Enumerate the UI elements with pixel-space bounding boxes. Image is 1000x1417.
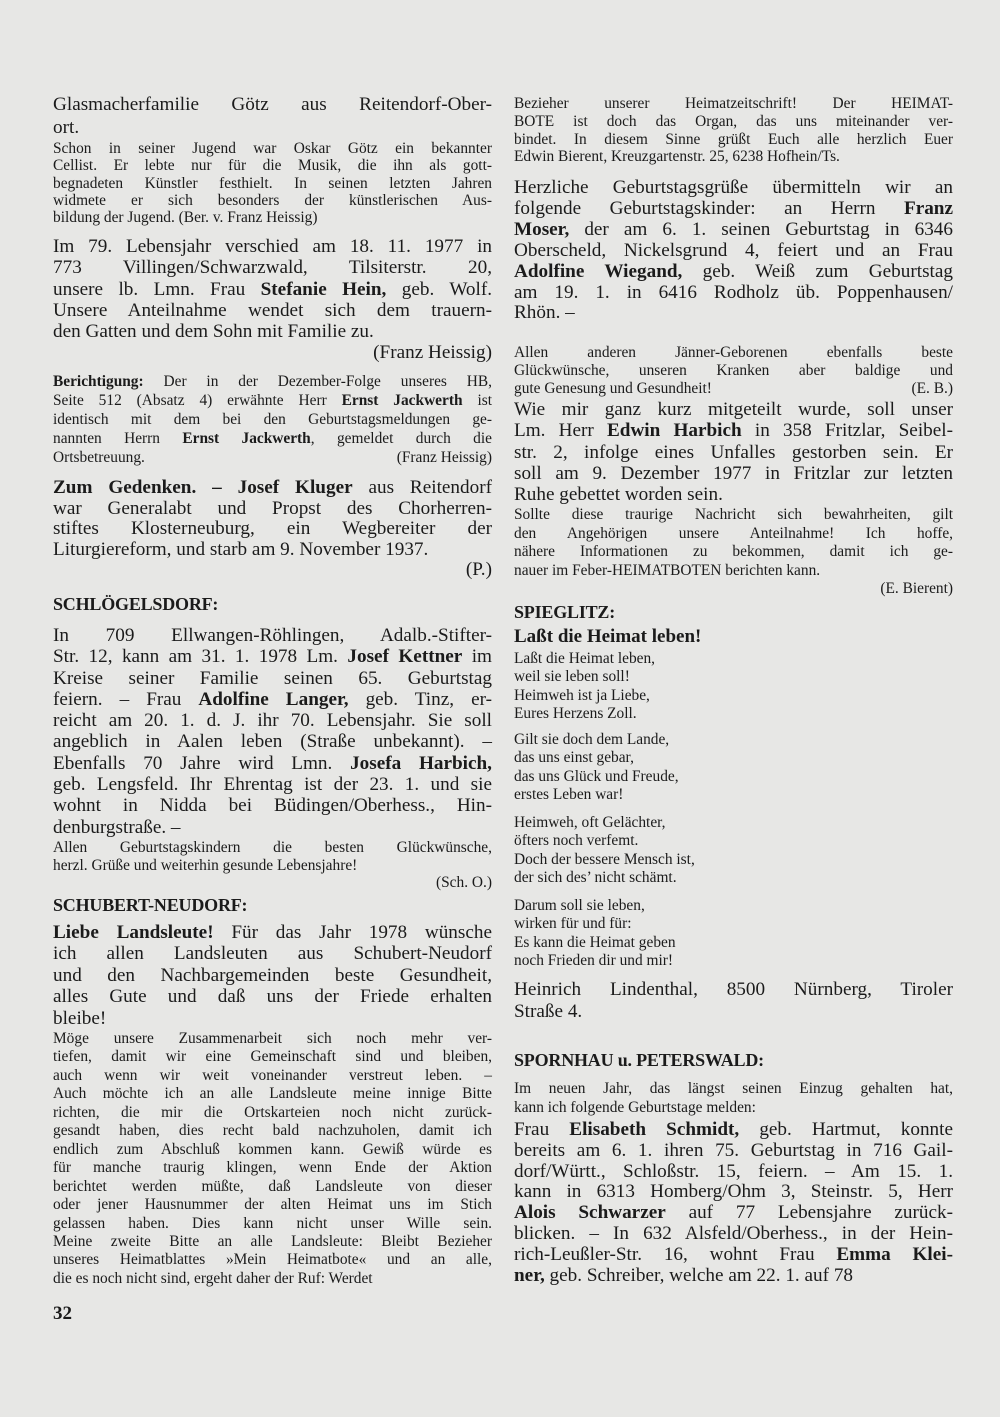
bold-name: Adolfine Wiegand, bbox=[514, 260, 683, 282]
bold-name: Franz bbox=[903, 197, 953, 219]
text-line: das uns einst gebar, bbox=[514, 749, 634, 767]
text-line: denburgstraße. – bbox=[53, 816, 181, 838]
paragraph bbox=[514, 344, 953, 398]
text-line: str. 2, infolge eines Unfalles gestorben sein. Er bbox=[514, 441, 953, 463]
text-line: kann ich folgende Geburtstage melden: bbox=[514, 1099, 756, 1116]
text-line: endlich zum Abschluß kommen kann. Gewiß würde es bbox=[53, 1140, 492, 1158]
text-line: Edwin Bierent, Kreuzgartenstr. 25, 6238 Hofhein/Ts. bbox=[514, 148, 840, 166]
text-line: blicken. – In 632 Alsfeld/Oberhess., in der Hein- bbox=[514, 1222, 953, 1244]
text-line: erstes Leben war! bbox=[514, 785, 624, 803]
text-line-left: Ortsbetreuung. bbox=[53, 449, 145, 466]
text-line: Möge unsere Zusammenarbeit sich noch mehr ver- bbox=[53, 1030, 492, 1047]
author-signature: (P.) bbox=[465, 559, 492, 580]
text-line: Liturgiereform, und starb am 9. November 1937. bbox=[53, 538, 429, 560]
text-line: Darum soll sie leben, bbox=[514, 897, 645, 914]
text-line: ner, geb. Schreiber, welche am 22. 1. auf 78 bbox=[514, 1264, 854, 1286]
text-line: wohnt in Nidda bei Büdingen/Oberhess., Hin- bbox=[53, 795, 492, 817]
text-line: wirken für und für: bbox=[514, 915, 632, 933]
text-line: geb. Lengsfeld. Ihr Ehrentag ist der 23. 1. und sie bbox=[53, 774, 492, 796]
paragraph bbox=[514, 979, 953, 1023]
text-line bbox=[53, 448, 492, 467]
text-line: weil sie leben soll! bbox=[514, 668, 630, 686]
text-line: Seite 512 (Absatz 4) erwähnte Herr Ernst Jackwerth ist bbox=[53, 392, 492, 409]
text-line-left: gute Genesung und Gesundheit! bbox=[514, 380, 712, 397]
text-line: Heimweh ist ja Liebe, bbox=[514, 686, 650, 704]
text-line: Cellist. Er lebte nur für die Musik, die ihn als gott- bbox=[53, 157, 492, 175]
text-line: unseres Heimatblattes »Mein Heimatbote« und an alle, bbox=[53, 1251, 492, 1269]
left-column bbox=[53, 0, 492, 1417]
bold-name: Moser, bbox=[514, 218, 570, 240]
bold-name: Ernst Jackwerth bbox=[341, 392, 463, 409]
text-line: Im 79. Lebensjahr verschied am 18. 11. 1977 in bbox=[53, 236, 492, 257]
text-line: angeblich in Aalen leben (Straße unbekannt). – bbox=[53, 731, 492, 753]
paragraph bbox=[514, 506, 953, 599]
paragraph bbox=[53, 93, 492, 139]
text-line: folgende Geburtstagskinder: an Herrn Franz bbox=[514, 197, 953, 219]
text-line: Meine zweite Bitte an alle Landsleute: Bleibt Bezieher bbox=[53, 1232, 492, 1250]
text-line: das uns Glück und Freude, bbox=[514, 767, 679, 785]
paragraph bbox=[53, 922, 492, 1029]
text-line: Alois Schwarzer auf 77 Lebensjahre zurück- bbox=[514, 1202, 953, 1224]
text-line: Glasmacherfamilie Götz aus Reitendorf-Ober- bbox=[53, 94, 492, 115]
text-line: herzl. Grüße und weiterhin gesunde Lebensjahre! bbox=[53, 856, 358, 874]
text-line: nauer im Feber-HEIMATBOTEN berichten kann. bbox=[514, 561, 821, 579]
text-line: Ruhe gebettet worden sein. bbox=[514, 484, 723, 506]
text-line: dorf/Württ., Schloßstr. 15, feiern. – Am 15. 1. bbox=[514, 1160, 953, 1182]
paragraph bbox=[514, 1120, 953, 1286]
section-heading: SCHUBERT-NEUDORF: bbox=[53, 895, 248, 915]
paragraph bbox=[53, 140, 492, 226]
text-line: Herzliche Geburtstagsgrüße übermitteln wir an bbox=[514, 177, 953, 198]
paragraph bbox=[53, 625, 492, 838]
text-line: Unsere Anteilnahme wendet sich dem trauern- bbox=[53, 299, 492, 321]
text-line: Im neuen Jahr, das längst seinen Einzug gehalten hat, bbox=[514, 1080, 953, 1097]
text-line: Kreise seiner Familie seinen 65. Geburtstag bbox=[53, 667, 492, 689]
text-line: identisch mit dem bei den Geburtstagsmeldungen ge- bbox=[53, 411, 492, 428]
text-line: und den Nachbargemeinden beste Gesundheit, bbox=[53, 964, 492, 986]
section-heading: SPIEGLITZ: bbox=[514, 602, 616, 622]
text-line: nähere Informationen zu bekommen, damit ich ge- bbox=[514, 543, 953, 561]
text-line: der sich des’ nicht schämt. bbox=[514, 868, 677, 886]
bold-name: Josef Kettner bbox=[347, 646, 463, 668]
bold-name: Elisabeth Schmidt, bbox=[569, 1119, 740, 1140]
paragraph bbox=[53, 478, 492, 581]
right-column bbox=[514, 0, 953, 1417]
text-line: war Generalabt und Propst des Chorherren- bbox=[53, 497, 492, 519]
page-number: 32 bbox=[53, 1303, 72, 1324]
text-line: Auch möchte ich an alle Landsleute meine innige Bitte bbox=[53, 1085, 492, 1103]
text-line: 773 Villingen/Schwarzwald, Tilsiterstr. 20, bbox=[53, 257, 492, 279]
text-line: bleibe! bbox=[53, 1007, 107, 1029]
text-line: öfters noch verfemt. bbox=[514, 832, 639, 850]
text-line: berichtet werden müßte, daß Landsleute von dieser bbox=[53, 1177, 492, 1195]
paragraph bbox=[514, 178, 953, 324]
text-line: kann in 6313 Homberg/Ohm 3, Steinstr. 5, Herr bbox=[514, 1181, 953, 1203]
text-line: Rhön. – bbox=[514, 302, 575, 324]
bold-name: ner, bbox=[514, 1264, 545, 1286]
author-signature: (Franz Heissig) bbox=[373, 342, 492, 364]
text-line: rich-Leußler-Str. 16, wohnt Frau Emma Klei- bbox=[514, 1243, 953, 1265]
paragraph bbox=[53, 236, 492, 364]
poem-title: Laßt die Heimat leben! bbox=[514, 626, 702, 647]
text-line: soll am 9. Dezember 1977 in Fritzlar zur letzten bbox=[514, 462, 953, 484]
paragraph bbox=[53, 372, 492, 467]
text-line: gesandt haben, dies recht bald nachzuholen, damit ich bbox=[53, 1122, 492, 1140]
text-line: begnadeten Künstler festhielt. In seinen letzten Jahren bbox=[53, 174, 492, 192]
bold-name: Ernst Jackwerth bbox=[182, 430, 311, 447]
text-line: unsere lb. Lmn. Frau Stefanie Hein, geb. Wolf. bbox=[53, 278, 493, 300]
bold-name: Stefanie Hein, bbox=[260, 278, 387, 300]
text-line: den Gatten und dem Sohn mit Familie zu. bbox=[53, 321, 374, 343]
poem-stanza bbox=[514, 650, 953, 723]
text-line: bereits am 6. 1. ihren 75. Geburtstag in 716 Gail- bbox=[514, 1139, 953, 1161]
text-line: Straße 4. bbox=[514, 1001, 583, 1022]
text-line: Frau Elisabeth Schmidt, geb. Hartmut, konnte bbox=[514, 1119, 953, 1140]
text-line: Laßt die Heimat leben, bbox=[514, 650, 656, 667]
text-line: für manche traurig klingen, wenn Ende der Aktion bbox=[53, 1159, 492, 1177]
poem-stanza bbox=[514, 897, 953, 970]
bold-name: Emma Klei- bbox=[836, 1243, 953, 1265]
text-line: ich allen Landsleuten aus Schubert-Neudorf bbox=[53, 943, 492, 965]
paragraph bbox=[53, 839, 492, 892]
text-line: Eures Herzens Zoll. bbox=[514, 704, 637, 722]
text-line: alles Gute und daß uns der Friede erhalten bbox=[53, 986, 492, 1008]
bold-name: Alois Schwarzer bbox=[514, 1202, 666, 1224]
text-line: Gilt sie doch dem Lande, bbox=[514, 731, 670, 748]
text-line bbox=[514, 380, 953, 398]
poem-stanza bbox=[514, 814, 953, 887]
text-line: Bezieher unserer Heimatzeitschrift! Der HEIMAT- bbox=[514, 95, 953, 112]
text-line: Moser, der am 6. 1. seinen Geburtstag in 6346 bbox=[514, 218, 953, 240]
text-line: am 19. 1. in 6416 Rodholz üb. Poppenhausen/ bbox=[514, 281, 953, 303]
text-line: Heimweh, oft Gelächter, bbox=[514, 814, 666, 831]
text-line: Str. 12, kann am 31. 1. 1978 Lm. Josef Kettner im bbox=[53, 646, 492, 668]
text-line: Ebenfalls 70 Jahre wird Lmn. Josefa Harbich, bbox=[53, 752, 492, 774]
section-heading: SPORNHAU u. PETERSWALD: bbox=[514, 1050, 764, 1070]
text-line: die es noch nicht sind, ergeht daher der Ruf: Werdet bbox=[53, 1269, 373, 1287]
text-line: stiftes Klosterneuburg, ein Wegbereiter der bbox=[53, 518, 492, 539]
paragraph bbox=[53, 1030, 492, 1288]
bold-name: Liebe Landsleute! bbox=[53, 922, 214, 943]
text-line: Wie mir ganz kurz mitgeteilt wurde, soll unser bbox=[514, 399, 953, 420]
text-line: noch Frieden dir und mir! bbox=[514, 951, 674, 969]
author-signature: (E. B.) bbox=[911, 380, 953, 397]
text-line: bildung der Jugend. (Ber. v. Franz Heissig) bbox=[53, 209, 318, 227]
text-line: bindet. In diesem Sinne grüßt Euch alle herzlich Euer bbox=[514, 130, 953, 148]
author-signature: (Franz Heissig) bbox=[396, 449, 492, 466]
text-line: Lm. Herr Edwin Harbich in 358 Fritzlar, Seibel- bbox=[514, 420, 953, 442]
text-line: BOTE ist doch das Organ, das uns miteinander ver- bbox=[514, 112, 953, 130]
text-line: Sollte diese traurige Nachricht sich bewahrheiten, gilt bbox=[514, 506, 953, 523]
text-line: auch wenn wir weit voneinander verstreut leben. – bbox=[53, 1066, 492, 1084]
text-line: ort. bbox=[53, 117, 80, 138]
text-line: feiern. – Frau Adolfine Langer, geb. Tinz, er- bbox=[53, 688, 492, 710]
text-line: oder jener Hausnummer der alten Heimat uns im Stich bbox=[53, 1196, 492, 1214]
text-line: Zum Gedenken. – Josef Kluger aus Reitendorf bbox=[53, 477, 492, 498]
author-signature: (E. Bierent) bbox=[880, 580, 953, 598]
bold-name: Edwin Harbich bbox=[606, 420, 742, 442]
text-line: nannten Herrn Ernst Jackwerth, gemeldet durch die bbox=[53, 430, 492, 447]
paragraph bbox=[514, 399, 953, 505]
bold-name: Josefa Harbich, bbox=[350, 752, 492, 774]
text-line: gelassen haben. Dies kann nicht unser Wille sein. bbox=[53, 1214, 492, 1232]
bold-name: Adolfine Langer, bbox=[198, 688, 349, 710]
text-line: tiefen, damit wir eine Gemeinschaft sind und bleiben, bbox=[53, 1048, 492, 1066]
text-line: Glückwünsche, unseren Kranken aber baldige und bbox=[514, 362, 953, 379]
bold-name: Berichtigung: bbox=[53, 373, 144, 390]
text-line: richten, die mir die Ortskarteien noch nicht zurück- bbox=[53, 1103, 492, 1121]
text-line: widmete er sich besonders der künstlerischen Aus- bbox=[53, 191, 492, 209]
section-heading: SCHLÖGELSDORF: bbox=[53, 594, 219, 614]
text-line: reicht am 20. 1. d. J. ihr 70. Lebensjahr. Sie soll bbox=[53, 710, 492, 732]
text-line: Berichtigung: Der in der Dezember-Folge unseres HB, bbox=[53, 373, 492, 390]
text-line: In 709 Ellwangen-Röhlingen, Adalb.-Stifter- bbox=[53, 625, 492, 646]
paragraph bbox=[514, 1079, 953, 1117]
text-line: Schon in seiner Jugend war Oskar Götz ein bekannter bbox=[53, 140, 492, 157]
poem-stanza bbox=[514, 731, 953, 804]
text-line: Adolfine Wiegand, geb. Weiß zum Geburtstag bbox=[514, 260, 953, 282]
bold-name: Zum Gedenken. – Josef Kluger bbox=[53, 477, 353, 498]
text-line: Allen Geburtstagskindern die besten Glückwünsche, bbox=[53, 839, 492, 856]
text-line: Allen anderen Jänner-Geborenen ebenfalls beste bbox=[514, 344, 953, 361]
text-line: Oberscheld, Nickelsgrund 4, feiert und an Frau bbox=[514, 239, 953, 261]
text-line: den Angehörigen unsere Anteilnahme! Ich hoffe, bbox=[514, 524, 953, 542]
author-signature: (Sch. O.) bbox=[436, 874, 492, 891]
text-line: Es kann die Heimat geben bbox=[514, 933, 676, 951]
text-line: Liebe Landsleute! Für das Jahr 1978 wünsche bbox=[53, 922, 492, 943]
text-line: Doch der bessere Mensch ist, bbox=[514, 850, 695, 868]
paragraph bbox=[514, 95, 953, 166]
text-line: Heinrich Lindenthal, 8500 Nürnberg, Tiroler bbox=[514, 979, 953, 1000]
